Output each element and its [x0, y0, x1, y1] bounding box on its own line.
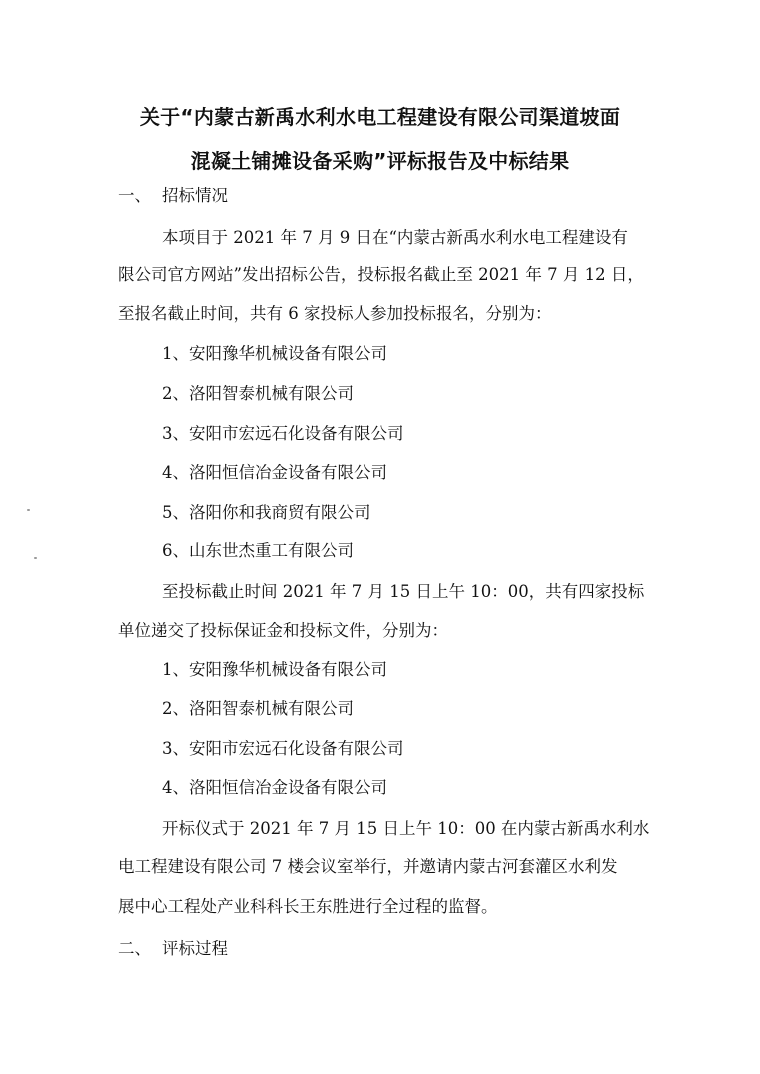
bidder-list-item: 1、安阳豫华机械设备有限公司: [162, 660, 387, 679]
scan-speck: [34, 557, 37, 559]
paragraph-line: 电工程建设有限公司 7 楼会议室举行，并邀请内蒙古河套灌区水利发: [118, 857, 618, 876]
section-title: 招标情况: [162, 186, 228, 205]
paragraph-line: 展中心工程处产业科科长王东胜进行全过程的监督。: [118, 897, 498, 916]
paragraph-line: 本项目于 2021 年 7 月 9 日在“内蒙古新禹水利水电工程建设有: [162, 228, 628, 247]
bidder-list-item: 4、洛阳恒信冶金设备有限公司: [162, 778, 387, 797]
section-heading-2: [118, 938, 228, 960]
paragraph-line: 至投标截止时间 2021 年 7 月 15 日上午 10：00，共有四家投标: [162, 582, 645, 601]
section-heading-1: [118, 185, 228, 207]
scan-speck: [27, 509, 30, 511]
registrant-list-item: 2、洛阳智泰机械有限公司: [162, 384, 354, 403]
registrant-list-item: 3、安阳市宏远石化设备有限公司: [162, 424, 404, 443]
section-number: 二、: [118, 939, 151, 958]
paragraph-line: 限公司官方网站”发出招标公告，投标报名截止至 2021 年 7 月 12 日，: [118, 265, 644, 284]
registrant-list-item: 1、安阳豫华机械设备有限公司: [162, 344, 387, 363]
paragraph-line: 至报名截止时间，共有 6 家投标人参加投标报名，分别为：: [118, 304, 552, 323]
document-title-line-2: 混凝土铺摊设备采购”评标报告及中标结果: [190, 149, 570, 173]
registrant-list-item: 5、洛阳你和我商贸有限公司: [162, 503, 371, 522]
document-title-line-1: 关于“内蒙古新禹水利水电工程建设有限公司渠道坡面: [139, 105, 621, 129]
registrant-list-item: 6、山东世杰重工有限公司: [162, 541, 354, 560]
bidder-list-item: 3、安阳市宏远石化设备有限公司: [162, 739, 404, 758]
registrant-list-item: 4、洛阳恒信冶金设备有限公司: [162, 463, 387, 482]
section-number: 一、: [118, 186, 151, 205]
section-title: 评标过程: [162, 939, 228, 958]
paragraph-line: 开标仪式于 2021 年 7 月 15 日上午 10：00 在内蒙古新禹水利水: [162, 819, 650, 838]
paragraph-line: 单位递交了投标保证金和投标文件，分别为：: [118, 621, 448, 640]
bidder-list-item: 2、洛阳智泰机械有限公司: [162, 699, 354, 718]
